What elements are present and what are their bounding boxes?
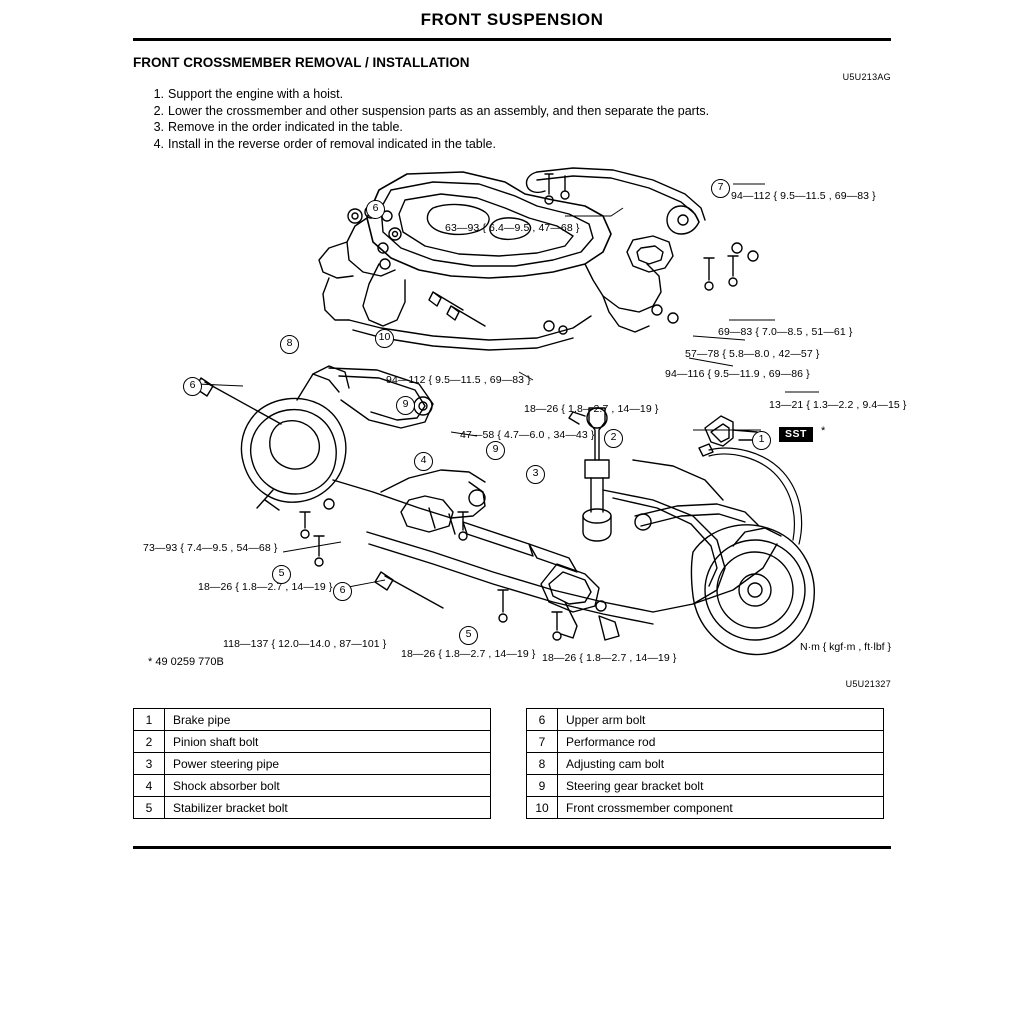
figure-code-top: U5U213AG (842, 72, 891, 82)
step-number: 3. (153, 120, 164, 134)
sst-footnote: * 49 0259 770B (148, 656, 224, 668)
parts-table-right (526, 708, 884, 819)
torque-label-7: 13—21 { 1.3—2.2 , 9.4—15 } (769, 399, 907, 411)
table-row (527, 753, 884, 775)
list-item (146, 119, 886, 136)
torque-label-6: 94—112 { 9.5—11.5 , 69—83 } (386, 374, 531, 386)
part-name: Power steering pipe (165, 753, 491, 775)
part-name: Performance rod (558, 731, 884, 753)
step-text: Lower the crossmember and other suspension parts as an assembly, and then separate the parts. (168, 103, 710, 118)
sst-asterisk: * (821, 425, 826, 437)
part-index: 2 (134, 731, 165, 753)
torque-label-10: 73—93 { 7.4—9.5 , 54—68 } (143, 542, 278, 554)
torque-label-8: 18—26 { 1.8—2.7 , 14—19 } (524, 403, 659, 415)
torque-label-12: 118—137 { 12.0—14.0 , 87—101 } (223, 638, 387, 650)
table-row (134, 775, 491, 797)
table-row (527, 731, 884, 753)
footer-divider (133, 846, 891, 849)
list-item (146, 103, 886, 120)
torque-label-4: 57—78 { 5.8—8.0 , 42—57 } (685, 348, 820, 360)
diagram-linework (133, 160, 891, 680)
part-name: Shock absorber bolt (165, 775, 491, 797)
part-name: Front crossmember component (558, 797, 884, 819)
table-row (134, 797, 491, 819)
part-name: Pinion shaft bolt (165, 731, 491, 753)
table-row (527, 797, 884, 819)
part-name: Brake pipe (165, 709, 491, 731)
callout-6b: 6 (183, 377, 202, 396)
part-index: 7 (527, 731, 558, 753)
callout-7: 7 (711, 179, 730, 198)
torque-label-5: 94—116 { 9.5—11.9 , 69—86 } (665, 368, 810, 380)
table-row (134, 731, 491, 753)
figure-code-bottom: U5U21327 (845, 679, 891, 689)
callout-5b: 5 (459, 626, 478, 645)
callout-8: 8 (280, 335, 299, 354)
list-item (146, 86, 886, 103)
procedure-steps (146, 86, 886, 152)
step-number: 4. (153, 136, 164, 151)
torque-label-14: 18—26 { 1.8—2.7 , 14—19 } (542, 652, 677, 664)
part-index: 9 (527, 775, 558, 797)
exploded-view-diagram (133, 160, 907, 680)
step-number: 1. (153, 87, 164, 101)
table-row (134, 753, 491, 775)
step-number: 2. (153, 103, 164, 118)
table-row (527, 709, 884, 731)
callout-9b: 9 (486, 441, 505, 460)
part-index: 5 (134, 797, 165, 819)
callout-2: 2 (604, 429, 623, 448)
part-index: 1 (134, 709, 165, 731)
part-index: 6 (527, 709, 558, 731)
part-name: Upper arm bolt (558, 709, 884, 731)
part-name: Steering gear bracket bolt (558, 775, 884, 797)
callout-4: 4 (414, 452, 433, 471)
torque-label-1: 94—112 { 9.5—11.5 , 69—83 } (731, 190, 876, 202)
page-title: FRONT SUSPENSION (420, 10, 604, 29)
torque-label-11: 18—26 { 1.8—2.7 , 14—19 } (198, 581, 333, 593)
part-index: 8 (527, 753, 558, 775)
torque-label-13: 18—26 { 1.8—2.7 , 14—19 } (401, 648, 536, 660)
sst-badge: SST (779, 427, 813, 442)
list-item (146, 136, 886, 153)
torque-label-3: 69—83 { 7.0—8.5 , 51—61 } (718, 326, 853, 338)
part-index: 3 (134, 753, 165, 775)
step-text: Support the engine with a hoist. (168, 87, 344, 101)
callout-9: 9 (396, 396, 415, 415)
section-title: FRONT CROSSMEMBER REMOVAL / INSTALLATION (133, 55, 470, 70)
parts-table-left (133, 708, 491, 819)
torque-label-9: 47—58 { 4.7—6.0 , 34—43 } (460, 429, 595, 441)
callout-3: 3 (526, 465, 545, 484)
step-text: Remove in the order indicated in the table. (168, 120, 403, 134)
callout-6: 6 (366, 200, 385, 219)
units-note: N·m { kgf·m , ft·lbf } (799, 641, 891, 653)
part-index: 4 (134, 775, 165, 797)
callout-5: 5 (272, 565, 291, 584)
step-text: Install in the reverse order of removal indicated in the table. (168, 136, 496, 151)
part-index: 10 (527, 797, 558, 819)
callout-1: 1 (752, 431, 771, 450)
part-name: Stabilizer bracket bolt (165, 797, 491, 819)
callout-10: 10 (375, 329, 394, 348)
part-name: Adjusting cam bolt (558, 753, 884, 775)
header-divider (133, 38, 891, 41)
torque-label-2: 63—93 { 6.4—9.5 , 47—68 } (445, 222, 580, 234)
table-row (134, 709, 491, 731)
callout-6c: 6 (333, 582, 352, 601)
table-row (527, 775, 884, 797)
